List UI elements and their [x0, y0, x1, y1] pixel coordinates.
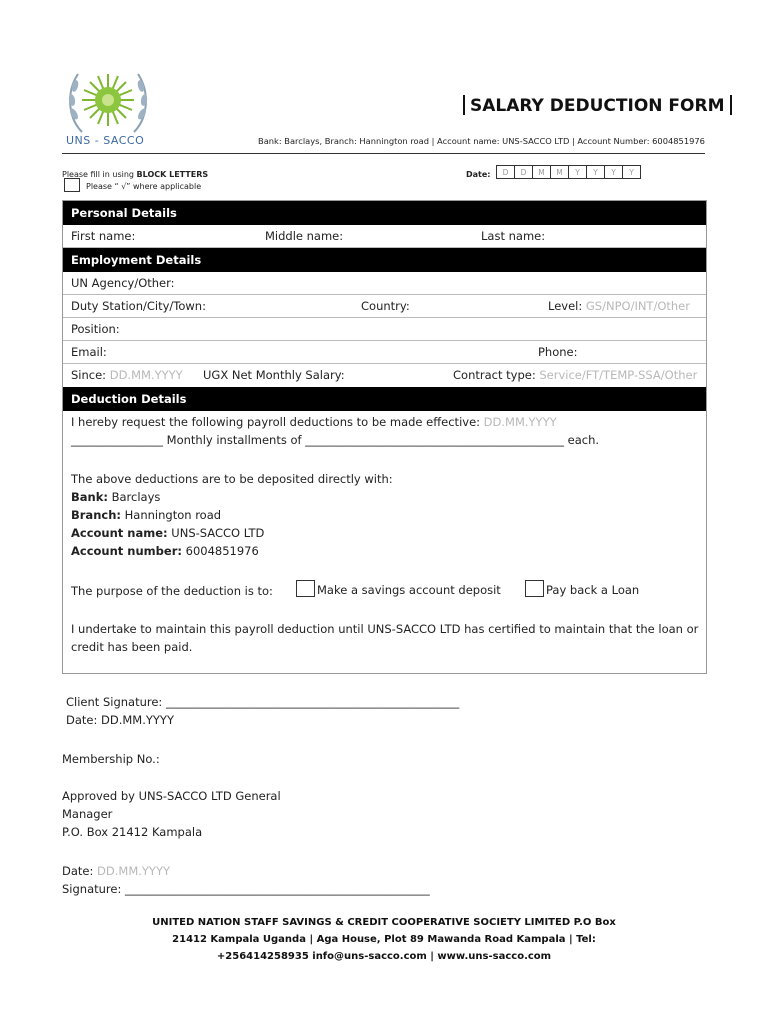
- date-box[interactable]: Y: [569, 165, 587, 179]
- savings-option[interactable]: [296, 580, 501, 599]
- account-number-info: Account number: 6004851976: [71, 544, 259, 558]
- agency-row: [63, 272, 706, 295]
- email-field[interactable]: Email:: [71, 345, 107, 359]
- approved-by-address: P.O. Box 21412 Kampala: [62, 825, 203, 839]
- footer-line-1: UNITED NATION STAFF SAVINGS & CREDIT COOPERATIVE SOCIETY LIMITED P.O Box: [152, 917, 616, 928]
- salary-row: [63, 364, 706, 387]
- branch-info: Branch: Hannington road: [71, 508, 222, 522]
- request-statement: I hereby request the following payroll deductions to be made effective: DD.MM.YYYY: [71, 415, 557, 429]
- duty-station-field[interactable]: Duty Station/City/Town:: [71, 299, 206, 313]
- loan-option[interactable]: [525, 580, 639, 599]
- personal-details-heading: Personal Details: [63, 201, 706, 225]
- client-date[interactable]: Date: DD.MM.YYYY: [66, 713, 174, 727]
- savings-option-label: Make a savings account deposit: [317, 583, 501, 597]
- loan-option-label: Pay back a Loan: [546, 583, 640, 597]
- approved-by-line-2: Manager: [62, 807, 113, 821]
- last-name-field[interactable]: Last name:: [481, 229, 546, 243]
- form-title: SALARY DEDUCTION FORM: [458, 95, 737, 116]
- undertaking-line-1: I undertake to maintain this payroll deduction until UNS-SACCO LTD has certified to maintain that the loan or: [71, 622, 699, 636]
- level-field[interactable]: Level: GS/NPO/INT/Other: [548, 299, 690, 313]
- first-name-field[interactable]: First name:: [71, 229, 136, 243]
- date-box[interactable]: D: [496, 165, 515, 179]
- deposit-intro: The above deductions are to be deposited directly with:: [71, 472, 393, 486]
- date-box[interactable]: Y: [587, 165, 605, 179]
- bank-info: Bank: Barclays: [71, 490, 161, 504]
- since-field[interactable]: Since: DD.MM.YYYY: [71, 368, 183, 382]
- phone-field[interactable]: Phone:: [538, 345, 578, 359]
- savings-checkbox[interactable]: [296, 580, 315, 597]
- form-table: [62, 200, 707, 674]
- date-box[interactable]: Y: [605, 165, 623, 179]
- footer: [110, 914, 658, 965]
- tick-instruction: Please “ √” where applicable: [86, 182, 202, 191]
- header-divider: [62, 153, 705, 154]
- date-label: Date:: [466, 170, 491, 179]
- client-signature-line[interactable]: Client Signature: ___________________________________________________: [66, 695, 460, 709]
- position-field[interactable]: Position:: [71, 322, 120, 336]
- date-box[interactable]: M: [551, 165, 569, 179]
- installments-line[interactable]: ________________ Monthly installments of _____________________________________________ each.: [71, 433, 600, 447]
- date-input-boxes[interactable]: [496, 165, 641, 179]
- country-field[interactable]: Country:: [361, 299, 410, 313]
- tick-example-checkbox: [64, 178, 80, 192]
- effective-date-field[interactable]: DD.MM.YYYY: [483, 415, 557, 429]
- personal-name-row: [63, 225, 706, 248]
- approved-by-line-1: Approved by UNS-SACCO LTD General: [62, 789, 281, 803]
- footer-line-2: 21412 Kampala Uganda | Aga House, Plot 89 Mawanda Road Kampala | Tel:: [172, 934, 596, 945]
- middle-name-field[interactable]: Middle name:: [265, 229, 344, 243]
- purpose-label: The purpose of the deduction is to:: [71, 584, 273, 598]
- position-row: [63, 318, 706, 341]
- employment-details-heading: Employment Details: [63, 248, 706, 272]
- date-box[interactable]: D: [515, 165, 533, 179]
- contract-type-field[interactable]: Contract type: Service/FT/TEMP-SSA/Other: [453, 368, 698, 382]
- un-agency-field[interactable]: UN Agency/Other:: [71, 276, 175, 290]
- duty-station-row: [63, 295, 706, 318]
- membership-number-field[interactable]: Membership No.:: [62, 752, 160, 766]
- contact-row: [63, 341, 706, 364]
- date-box[interactable]: M: [533, 165, 551, 179]
- date-box[interactable]: Y: [623, 165, 641, 179]
- account-name-info: Account name: UNS-SACCO LTD: [71, 526, 265, 540]
- logo-text: UNS - SACCO: [66, 134, 145, 147]
- net-salary-field[interactable]: UGX Net Monthly Salary:: [203, 368, 345, 382]
- deduction-details-heading: Deduction Details: [63, 387, 706, 411]
- undertaking-line-2: credit has been paid.: [71, 640, 193, 654]
- fill-instruction: Please fill in using BLOCK LETTERS: [62, 170, 209, 179]
- footer-line-3: +256414258935 info@uns-sacco.com | www.uns-sacco.com: [216, 951, 552, 962]
- approval-signature-line[interactable]: Signature: _____________________________________________________: [62, 882, 430, 896]
- loan-checkbox[interactable]: [525, 580, 544, 597]
- approval-date-field[interactable]: Date: DD.MM.YYYY: [62, 864, 170, 878]
- bank-details-line: Bank: Barclays, Branch: Hannington road | Account name: UNS-SACCO LTD | Account Number: 6004851976: [258, 136, 705, 146]
